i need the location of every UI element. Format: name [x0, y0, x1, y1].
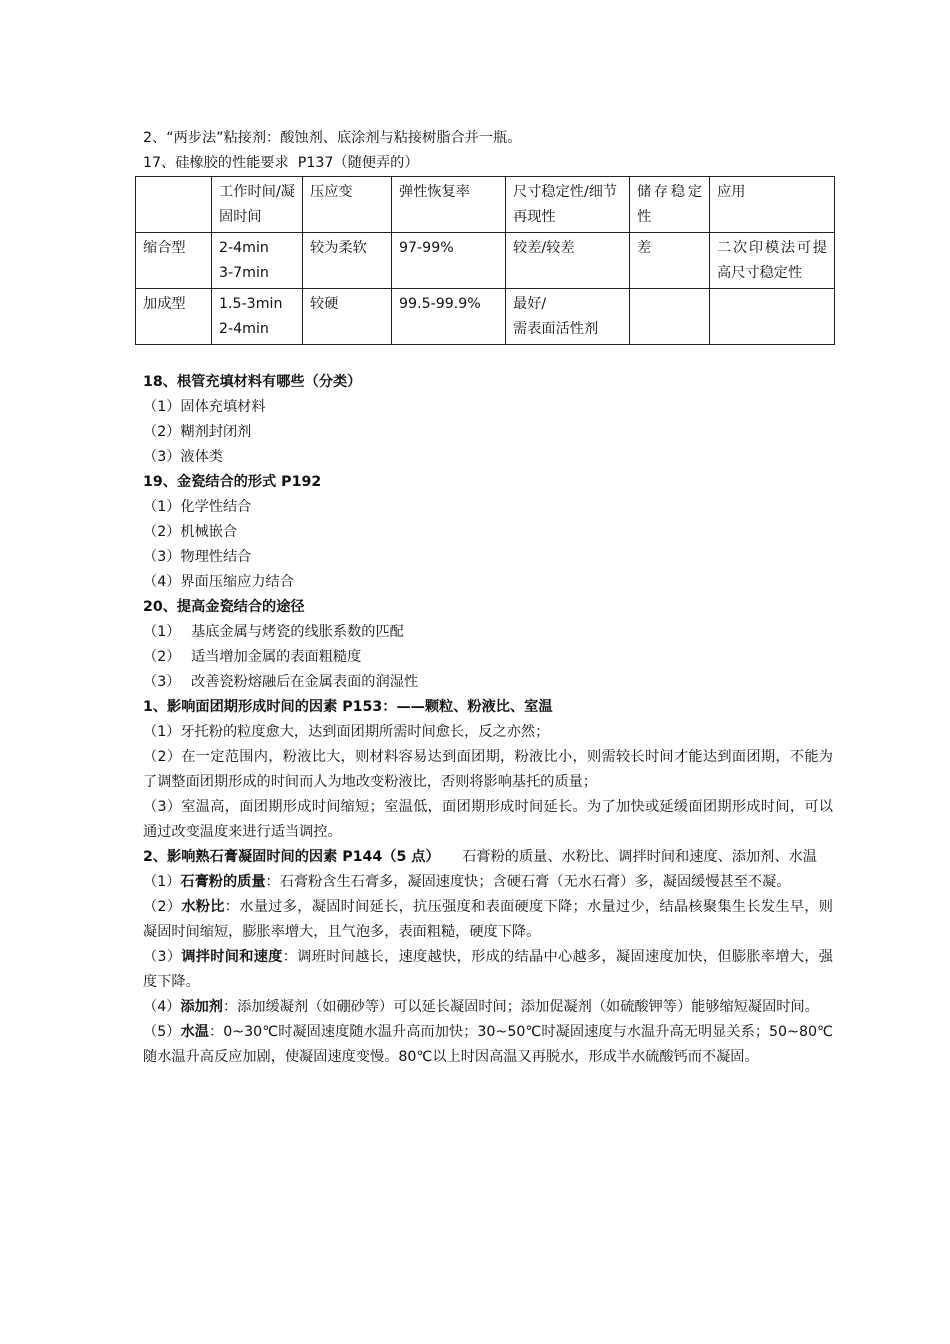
- document-page: [143, 126, 833, 1070]
- table-cell: 较为柔软: [303, 233, 392, 289]
- s2-title: [143, 845, 833, 870]
- table-cell: 加成型: [136, 289, 212, 345]
- paragraph: [143, 1020, 833, 1070]
- item-text: ：石膏粉含生石膏多，凝固速度快；含硬石膏（无水石膏）多，凝固缓慢甚至不凝。: [265, 874, 791, 890]
- item-text: ：水量过多，凝固时间延长，抗压强度和表面硬度下降；水量过少，结晶核聚集生长发生早，则凝固时间缩短，膨胀率增大，且气泡多，表面粗糙，硬度下降。: [143, 899, 833, 940]
- table-cell: 1.5-3min 2-4min: [212, 289, 303, 345]
- paragraph: [143, 870, 833, 895]
- table-header-cell: 尺寸稳定性/细节再现性: [506, 177, 630, 233]
- list-item: （3）物理性结合: [143, 549, 252, 565]
- paragraph: （3）室温高，面团期形成时间缩短；室温低，面团期形成时间延长。为了加快或延缓面团期形成时间，可以通过改变温度来进行适当调控。: [143, 799, 833, 840]
- paragraph: [143, 895, 833, 945]
- item-number: （2）: [143, 649, 181, 665]
- paragraph: [143, 995, 833, 1020]
- item-text: ：添加缓凝剂（如硼砂等）可以延长凝固时间；添加促凝剂（如硫酸钾等）能够缩短凝固时间。: [222, 999, 819, 1015]
- item-number: （2）: [143, 899, 182, 915]
- item-number: （1）: [143, 874, 181, 890]
- table-header-cell: 储存稳定性: [630, 177, 710, 233]
- s1-title: 1、影响面团期形成时间的因素 P153：——颗粒、粉液比、室温: [143, 699, 553, 715]
- list-item: （2）糊剂封闭剂: [143, 424, 252, 440]
- table-header-cell: 应用: [710, 177, 835, 233]
- item-number: （3）: [143, 949, 182, 965]
- s2-title-rest: 石膏粉的质量、水粉比、调拌时间和速度、添加剂、水温: [439, 849, 817, 865]
- table-cell: 97-99%: [392, 233, 506, 289]
- paragraph: [143, 945, 833, 995]
- table-header-cell: 压应变: [303, 177, 392, 233]
- table-header-row: [136, 177, 835, 233]
- paragraph: （1）牙托粉的粒度愈大，达到面团期所需时间愈长，反之亦然；: [143, 724, 550, 740]
- q18-title: 18、根管充填材料有哪些（分类）: [143, 374, 362, 390]
- table-row: [136, 233, 835, 289]
- q19-title: 19、金瓷结合的形式 P192: [143, 474, 322, 490]
- item-label: 添加剂: [180, 999, 223, 1015]
- item-number: （4）: [143, 999, 181, 1015]
- paragraph: （2）在一定范围内，粉液比大，则材料容易达到面团期，粉液比小，则需较长时间才能达到面团期，不能为了调整面团期形成的时间而人为地改变粉液比，否则将影响基托的质量；: [143, 749, 833, 790]
- table-header-cell: 弹性恢复率: [392, 177, 506, 233]
- item-text: 基底金属与烤瓷的线胀系数的匹配: [191, 624, 404, 640]
- s2-title-bold: 2、影响熟石膏凝固时间的因素 P144（5 点）: [143, 849, 440, 865]
- table-cell: 较差/较差: [506, 233, 630, 289]
- table-cell: 2-4min 3-7min: [212, 233, 303, 289]
- list-item: （3）液体类: [143, 449, 223, 465]
- list-item: （1）化学性结合: [143, 499, 252, 515]
- intro-line-2: 17、硅橡胶的性能要求 P137（随便弄的）: [143, 155, 419, 171]
- item-text: 适当增加金属的表面粗糙度: [191, 649, 362, 665]
- table-row: [136, 289, 835, 345]
- list-item: （1）固体充填材料: [143, 399, 266, 415]
- silicone-properties-table: [135, 176, 835, 345]
- item-number: （3）: [143, 674, 181, 690]
- item-number: （1）: [143, 624, 181, 640]
- table-cell: 缩合型: [136, 233, 212, 289]
- list-item: [143, 645, 833, 670]
- intro-line-1: 2、“两步法”粘接剂：酸蚀剂、底涂剂与粘接树脂合并一瓶。: [143, 130, 522, 146]
- item-number: （5）: [143, 1024, 181, 1040]
- table-cell: 二次印模法可提高尺寸稳定性: [710, 233, 835, 289]
- item-text: ：0~30℃时凝固速度随水温升高而加快；30~50℃时凝固速度与水温升高无明显关系；50~80℃随水温升高反应加剧，使凝固速度变慢。80℃以上时因高温又再脱水，形成半水硫酸钙而不凝固。: [143, 1024, 833, 1065]
- table-cell: 较硬: [303, 289, 392, 345]
- table-cell: [710, 289, 835, 345]
- list-item: [143, 670, 833, 695]
- list-item: （2）机械嵌合: [143, 524, 238, 540]
- item-text: 改善瓷粉熔融后在金属表面的润湿性: [191, 674, 419, 690]
- item-label: 水温: [180, 1024, 209, 1040]
- table-header-cell: [136, 177, 212, 233]
- item-label: 石膏粉的质量: [180, 874, 266, 890]
- table-cell: 差: [630, 233, 710, 289]
- table-header-cell: 工作时间/凝固时间: [212, 177, 303, 233]
- item-text: ：调班时间越长，速度越快，形成的结晶中心越多，凝固速度加快，但膨胀率增大，强度下降。: [143, 949, 833, 990]
- table-cell: 最好/ 需表面活性剂: [506, 289, 630, 345]
- item-label: 调拌时间和速度: [181, 949, 283, 965]
- table-cell: [630, 289, 710, 345]
- item-label: 水粉比: [181, 899, 225, 915]
- list-item: [143, 620, 833, 645]
- list-item: （4）界面压缩应力结合: [143, 574, 294, 590]
- table-cell: 99.5-99.9%: [392, 289, 506, 345]
- q20-title: 20、提高金瓷结合的途径: [143, 599, 305, 615]
